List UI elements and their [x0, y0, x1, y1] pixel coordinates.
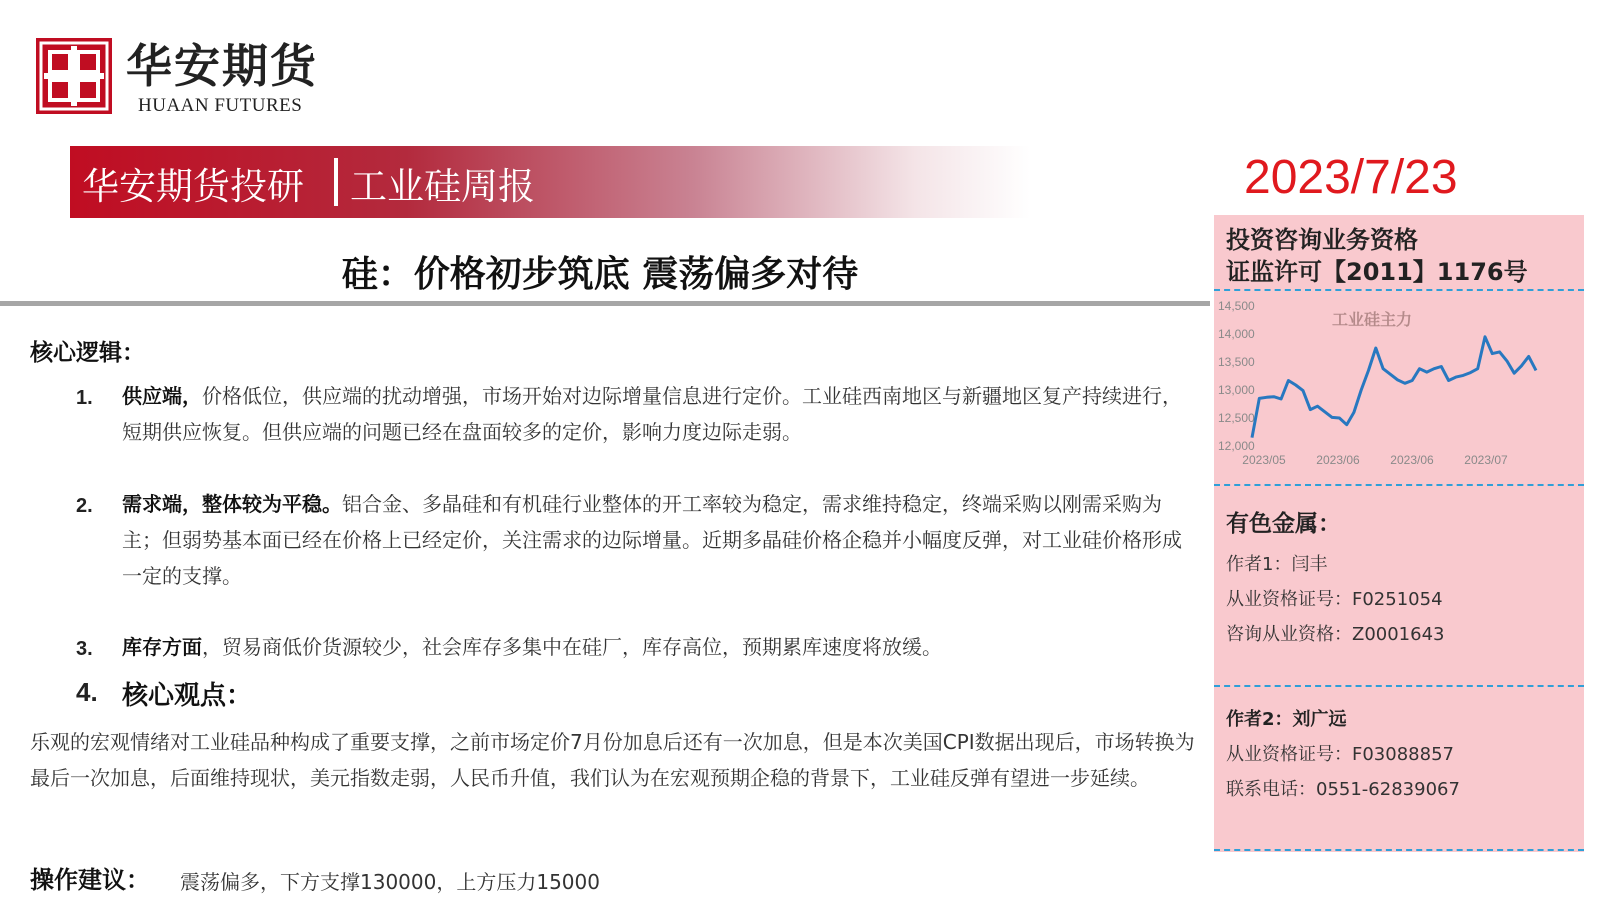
y-tick-label: 13,000	[1218, 383, 1255, 397]
author2-phone: 联系电话：0551-62839067	[1226, 779, 1460, 800]
title-divider	[0, 301, 1210, 306]
sidebar-divider	[1214, 849, 1584, 851]
sidebar-divider	[1214, 484, 1584, 486]
logo-chinese-name: 华安期货	[126, 39, 318, 93]
author2-cert: 从业资格证号：F03088857	[1226, 744, 1454, 765]
author2-name: 作者2：刘广远	[1226, 709, 1347, 730]
huaan-logo-icon	[36, 38, 112, 114]
series-line	[1252, 337, 1536, 438]
advice-label: 操作建议：	[30, 866, 150, 894]
license-number: 证监许可【2011】1176号	[1226, 258, 1528, 286]
list-item-text: 价格低位，供应端的扰动增强，市场开始对边际增量信息进行定价。工业硅西南地区与新疆地区复产持续进行，短期供应恢复。但供应端的问题已经在盘面较多的定价，影响力度边际走弱。	[122, 384, 1182, 444]
y-tick-label: 12,000	[1218, 439, 1255, 453]
page-title: 硅：价格初步筑底 震荡偏多对待	[341, 254, 859, 295]
core-view-paragraph: 乐观的宏观情绪对工业硅品种构成了重要支撑，之前市场定价7月份加息后还有一次加息，但是本次美国CPI数据出现后，市场转换为最后一次加息，后面维持现状，美元指数走弱，人民币升值，我们认为在宏观预期企稳的背景下，工业硅反弹有望进一步延续。	[30, 730, 1195, 790]
list-item-lead: 库存方面	[122, 635, 202, 659]
license-title: 投资咨询业务资格	[1226, 226, 1418, 254]
list-item-lead: 需求端，整体较为平稳。	[122, 492, 342, 516]
sidebar-divider	[1214, 289, 1584, 291]
report-date: 2023/7/23	[1244, 151, 1458, 204]
logo-english-name: HUAAN FUTURES	[138, 95, 303, 116]
list-item-number: 1.	[76, 387, 93, 409]
banner-research-label: 华安期货投研	[82, 165, 304, 208]
list-item-supply	[122, 378, 1182, 450]
banner-report-label: 工业硅周报	[350, 165, 535, 208]
chart-title: 工业硅主力	[1331, 310, 1413, 329]
author1-consult-cert: 咨询从业资格：Z0001643	[1226, 624, 1445, 645]
list-item-text: ，贸易商低价货源较少，社会库存多集中在硅厂，库存高位，预期累库速度将放缓。	[202, 635, 942, 659]
silicon-price-chart	[1214, 296, 1584, 480]
list-item-number: 2.	[76, 495, 93, 517]
y-tick-label: 14,000	[1218, 327, 1255, 341]
x-tick-label: 2023/06	[1390, 453, 1434, 467]
list-item-number: 4.	[76, 677, 98, 707]
list-item-inventory	[122, 629, 1182, 665]
author1-cert: 从业资格证号：F0251054	[1226, 589, 1443, 610]
y-tick-label: 12,500	[1218, 411, 1255, 425]
author1-name: 作者1：闫丰	[1226, 554, 1328, 575]
x-tick-label: 2023/05	[1242, 453, 1286, 467]
y-tick-label: 13,500	[1218, 355, 1255, 369]
core-view-heading: 核心观点：	[122, 681, 253, 711]
core-logic-heading: 核心逻辑：	[30, 340, 145, 366]
advice-text: 震荡偏多，下方支撑130000，上方压力15000	[180, 870, 600, 894]
y-tick-label: 14,500	[1218, 299, 1255, 313]
nonferrous-heading: 有色金属：	[1226, 511, 1341, 537]
list-item-demand	[122, 486, 1182, 594]
list-item-text: 铝合金、多晶硅和有机硅行业整体的开工率较为稳定，需求维持稳定，终端采购以刚需采购为主；但弱势基本面已经在价格上已经定价，关注需求的边际增量。近期多晶硅价格企稳并小幅度反弹，对工业硅价格形成一定的支撑。	[122, 492, 1182, 588]
x-tick-label: 2023/06	[1316, 453, 1360, 467]
list-item-lead: 供应端，	[122, 384, 202, 408]
list-item-number: 3.	[76, 638, 93, 660]
banner-separator	[334, 158, 338, 206]
x-tick-label: 2023/07	[1464, 453, 1508, 467]
sidebar-divider	[1214, 685, 1584, 687]
